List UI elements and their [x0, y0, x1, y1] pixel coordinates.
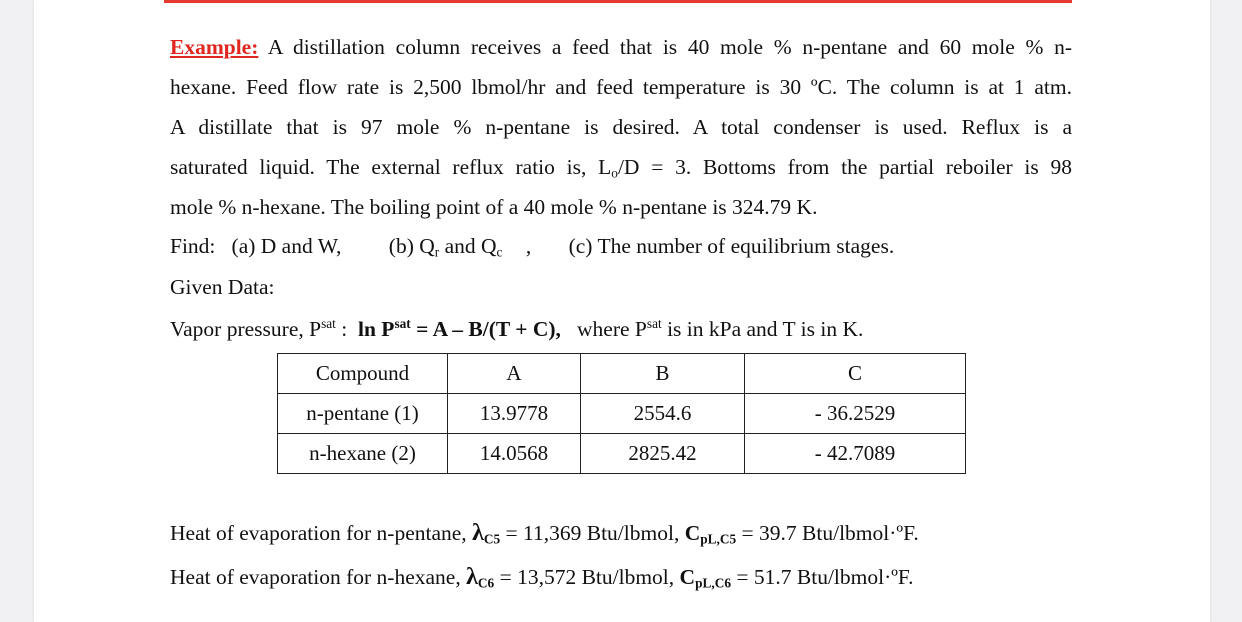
table-header: C — [745, 354, 966, 394]
table-cell: 2825.42 — [581, 434, 745, 474]
antoine-constants-table — [277, 353, 966, 474]
table-cell: 14.0568 — [448, 434, 581, 474]
table-cell: 13.9778 — [448, 394, 581, 434]
table-header-row — [278, 354, 966, 394]
example-label: Example: — [170, 35, 259, 59]
given-data-label: Given Data: — [170, 275, 275, 299]
table-header: A — [448, 354, 581, 394]
table-row — [278, 394, 966, 434]
table-row — [278, 434, 966, 474]
heat-hexane-line: Heat of evaporation for n-hexane, $\lambda_{C6} = 13,572$ Btu/lbmol, $C_{pL,C6} = 51.7$ Btu/lbmol·ºF. — [170, 564, 914, 591]
problem-line-1: Example: A distillation column receives a feed that is 40 mole % n-pentane and 60 mole % n- — [170, 35, 1072, 59]
table-cell: - 36.2529 — [745, 394, 966, 434]
problem-line-4: saturated liquid. The external reflux ratio is, $L_o/D = 3$. Bottoms from the partial reboiler is 98 — [170, 155, 1072, 181]
table-header: B — [581, 354, 745, 394]
header-rule — [164, 0, 1072, 3]
table-cell: n-hexane (2) — [278, 434, 448, 474]
find-line: Find: (a) D and W, (b) $Q_r$ and $Q_c$ , (c) The number of equilibrium stages. — [170, 234, 895, 260]
table-cell: 2554.6 — [581, 394, 745, 434]
vapor-pressure-equation: Vapor pressure, $P^{sat}$ : $\ln P^{sat} = A - B/(T + C)$, where $P^{sat}$ is in kPa and T is in K. — [170, 316, 864, 341]
table-header: Compound — [278, 354, 448, 394]
problem-line-3: A distillate that is 97 mole % n-pentane is desired. A total condenser is used. Reflux is a — [170, 115, 1072, 139]
problem-line-2: hexane. Feed flow rate is 2,500 lbmol/hr and feed temperature is 30 ºC. The column is at 1 atm. — [170, 75, 1072, 99]
table-cell: n-pentane (1) — [278, 394, 448, 434]
heat-pentane-line: Heat of evaporation for n-pentane, $\lambda_{C5} = 11,369$ Btu/lbmol, $C_{pL,C5} = 39.7$ Btu/lbmol·ºF. — [170, 520, 919, 547]
table-cell: - 42.7089 — [745, 434, 966, 474]
problem-line-5: mole % n-hexane. The boiling point of a 40 mole % n-pentane is 324.79 K. — [170, 195, 818, 219]
